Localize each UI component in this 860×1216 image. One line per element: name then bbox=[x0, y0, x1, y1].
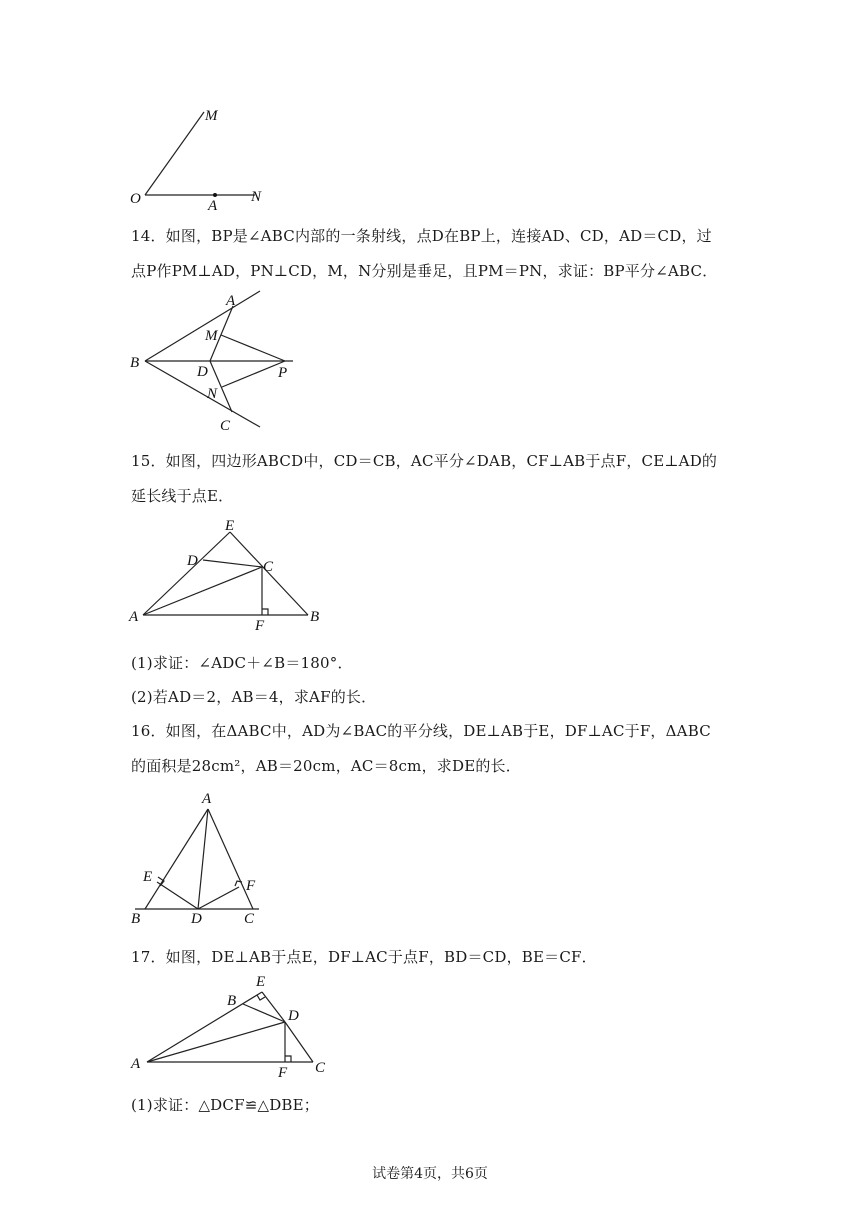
right-angle-mark-e bbox=[257, 995, 265, 1000]
segment-ac bbox=[143, 567, 262, 615]
figure-q14 bbox=[125, 285, 305, 435]
segment-ad bbox=[198, 809, 208, 909]
q15-text-line2: 延长线于点E． bbox=[131, 487, 234, 505]
segment-df bbox=[198, 887, 239, 909]
label-b: B bbox=[310, 609, 320, 625]
label-e: E bbox=[143, 869, 153, 885]
label-b: B bbox=[227, 993, 237, 1009]
figure-angle-mon bbox=[125, 100, 285, 212]
segment-mp bbox=[221, 335, 285, 361]
label-c: C bbox=[263, 559, 274, 575]
label-m: M bbox=[205, 328, 218, 344]
label-b: B bbox=[131, 911, 141, 927]
ray-ba bbox=[145, 291, 260, 361]
segment-ac bbox=[208, 809, 253, 909]
page-footer: 试卷第4页，共6页 bbox=[372, 1166, 488, 1182]
q15-part2: (2)若AD＝2，AB＝4，求AF的长． bbox=[131, 688, 377, 706]
right-angle-mark-f bbox=[285, 1056, 291, 1062]
label-p: P bbox=[278, 365, 288, 381]
segment-ae bbox=[143, 532, 230, 615]
segment-ab bbox=[145, 809, 208, 909]
label-f: F bbox=[246, 878, 256, 894]
label-c: C bbox=[315, 1060, 326, 1076]
label-a: A bbox=[202, 791, 212, 807]
ray-om bbox=[145, 112, 204, 195]
label-m: M bbox=[205, 108, 218, 124]
label-b: B bbox=[130, 355, 140, 371]
segment-np bbox=[222, 361, 288, 387]
label-d: D bbox=[197, 364, 208, 380]
segment-dc bbox=[203, 560, 262, 567]
label-a: A bbox=[208, 198, 218, 214]
label-a: A bbox=[131, 1056, 141, 1072]
label-n: N bbox=[207, 386, 218, 402]
point-a bbox=[213, 193, 217, 197]
q14-text-line1: 14．如图，BP是∠ABC内部的一条射线，点D在BP上，连接AD、CD，AD＝CD，过 bbox=[131, 227, 712, 245]
q14-text-line2: 点P作PM⊥AD，PN⊥CD，M，N分别是垂足，且PM＝PN，求证：BP平分∠ABC． bbox=[131, 262, 718, 280]
label-c: C bbox=[220, 418, 231, 434]
segment-ad bbox=[147, 1022, 285, 1062]
segment-ae bbox=[147, 992, 262, 1062]
figure-q16 bbox=[125, 785, 275, 930]
q17-part1: (1)求证：△DCF≌△DBE； bbox=[131, 1096, 319, 1114]
label-d: D bbox=[288, 1008, 299, 1024]
label-n: N bbox=[251, 189, 262, 205]
q16-text-line1: 16．如图，在ΔABC中，AD为∠BAC的平分线，DE⊥AB于E，DF⊥AC于F，ΔABC bbox=[131, 722, 711, 740]
q15-text-line1: 15．如图，四边形ABCD中，CD＝CB，AC平分∠DAB，CF⊥AB于点F，CE⊥AD的 bbox=[131, 452, 718, 470]
label-e: E bbox=[225, 518, 235, 534]
label-d: D bbox=[187, 553, 198, 569]
right-angle-mark-f bbox=[262, 609, 268, 615]
figure-q17 bbox=[125, 970, 340, 1080]
q16-text-line2: 的面积是28cm²，AB＝20cm，AC＝8cm，求DE的长． bbox=[131, 757, 521, 775]
label-f: F bbox=[278, 1065, 288, 1081]
q15-part1: (1)求证：∠ADC＋∠B＝180°． bbox=[131, 654, 353, 672]
label-e: E bbox=[256, 974, 266, 990]
label-a: A bbox=[226, 293, 236, 309]
q17-text-line1: 17．如图，DE⊥AB于点E，DF⊥AC于点F，BD＝CD，BE＝CF． bbox=[131, 948, 597, 966]
label-c: C bbox=[244, 911, 255, 927]
label-d: D bbox=[191, 911, 202, 927]
label-a: A bbox=[129, 609, 139, 625]
right-angle-mark-e bbox=[158, 877, 164, 886]
label-o: O bbox=[130, 191, 141, 207]
figure-q15 bbox=[125, 515, 330, 635]
label-f: F bbox=[255, 618, 265, 634]
segment-de bbox=[157, 882, 198, 909]
